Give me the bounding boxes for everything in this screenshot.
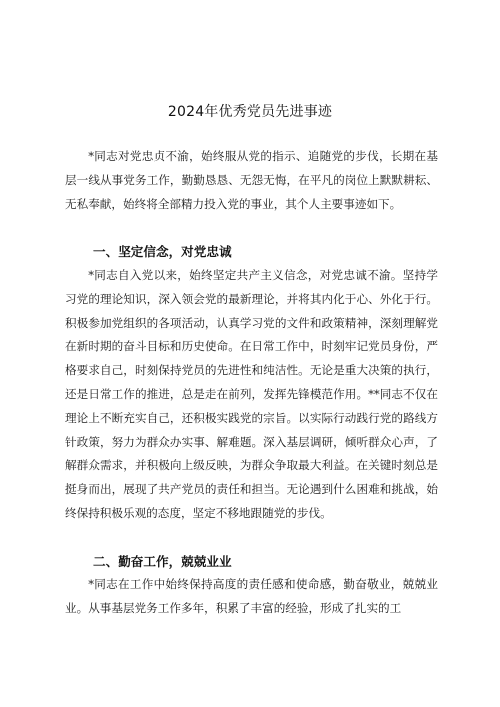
section-heading-2: 二、勤奋工作，兢兢业业: [93, 554, 232, 569]
intro-paragraph: *同志对党忠贞不渝，始终服从党的指示、追随党的步伐，长期在基层一线从事党务工作，勤勤恳恳、无怨无悔，在平凡的岗位上默默耕耘、无私奉献，始终将全部精力投入党的事业，其个人主要事迹如下。: [65, 149, 438, 211]
section-heading-1: 一、坚定信念，对党忠诚: [93, 244, 232, 259]
document-title: 2024年优秀党员先进事迹: [167, 104, 333, 120]
section-paragraph-1: *同志自入党以来，始终坚定共产主义信念，对党忠诚不渝。坚持学习党的理论知识，深入领会党的最新理论，并将其内化于心、外化于行。积极参加党组织的各项活动，认真学习党的文件和政策精神，深刻理解党在新时期的奋斗目标和历史使命。在日常工作中，时刻牢记党员身份，严格要求自己，时刻保持党员的先进性和纯洁性。无论是重大决策的执行，还是日常工作的推进，总是走在前列，发挥先锋模范作用。**同志不仅在理论上不断充实自己，还积极实践党的宗旨。以实际行动践行党的路线方针政策，努力为群众办实事、解难题。深入基层调研，倾听群众心声，了解群众需求，并积极向上级反映，为群众争取最大利益。在关键时刻总是挺身而出，展现了共产党员的责任和担当。无论遇到什么困难和挑战，始终保持积极乐观的态度，坚定不移地跟随党的步伐。: [65, 268, 438, 520]
section-paragraph-2: *同志在工作中始终保持高度的责任感和使命感，勤奋敬业，兢兢业业。从事基层党务工作多年，积累了丰富的经验，形成了扎实的工: [65, 577, 438, 615]
